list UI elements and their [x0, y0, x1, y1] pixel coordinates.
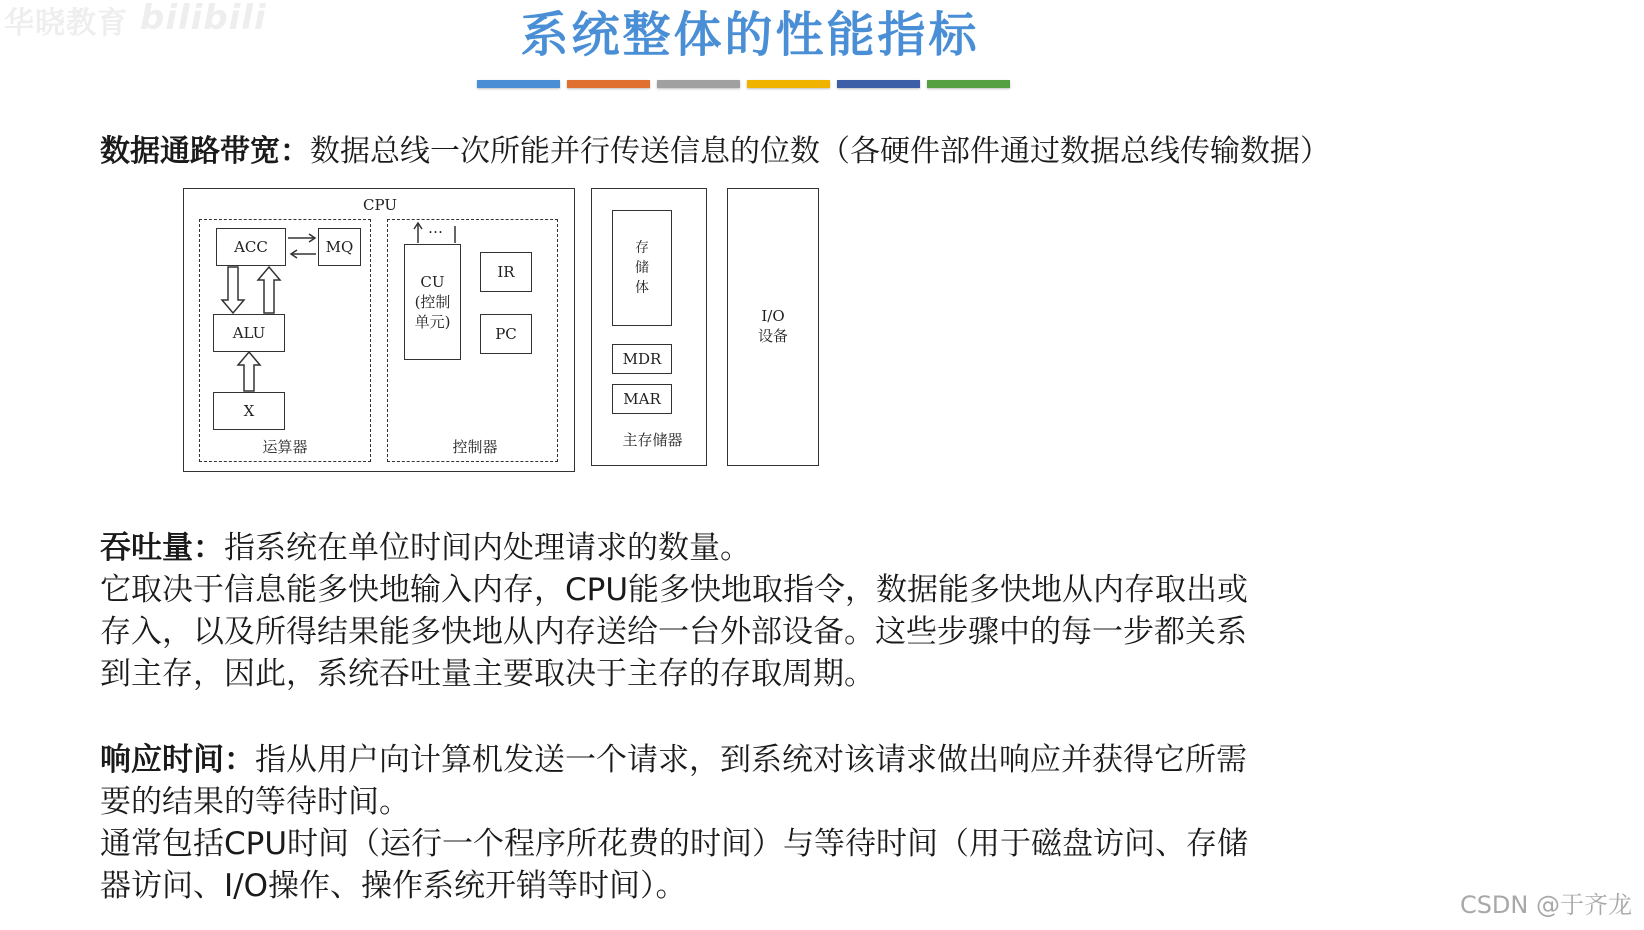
acc-register: ACC — [216, 228, 286, 266]
title-bar-5 — [837, 80, 920, 88]
watermark-bilibili-logo: bilibili — [140, 0, 267, 38]
main-memory-label: 主存储器 — [622, 431, 683, 449]
io-device-box — [727, 188, 819, 466]
throughput-text: 指系统在单位时间内处理请求的数量。 — [224, 530, 751, 566]
cu-dots: … — [428, 219, 443, 237]
title-bar-6 — [927, 80, 1010, 88]
cu-box — [404, 244, 461, 360]
io-device-label — [727, 306, 819, 346]
cu-label: CU (控制 单元) — [414, 273, 451, 331]
io-device-text: I/O 设备 — [757, 307, 788, 345]
mdr-register: MDR — [612, 344, 672, 374]
response-time-paragraph — [100, 739, 1248, 907]
bandwidth-paragraph — [100, 131, 1330, 173]
mar-register: MAR — [612, 384, 672, 414]
alu-unit-label: 运算器 — [262, 438, 308, 456]
cpu-box — [183, 188, 575, 472]
title-bar-3 — [657, 80, 740, 88]
ir-register: IR — [480, 252, 532, 292]
response-line-2: 要的结果的等待时间。 — [100, 784, 410, 820]
throughput-line-2: 它取决于信息能多快地输入内存，CPU能多快地取指令，数据能多快地从内存取出或 — [100, 572, 1249, 608]
response-text: 指从用户向计算机发送一个请求，到系统对该请求做出响应并获得它所需 — [255, 742, 1247, 778]
throughput-line-1 — [100, 527, 1248, 569]
throughput-line-4: 到主存，因此，系统吞吐量主要取决于主存的存取周期。 — [100, 656, 875, 692]
throughput-paragraph — [100, 527, 1248, 695]
bandwidth-term: 数据通路带宽： — [100, 134, 310, 169]
bandwidth-text: 数据总线一次所能并行传送信息的位数（各硬件部件通过数据总线传输数据） — [310, 134, 1330, 169]
response-line-4: 器访问、I/O操作、操作系统开销等时间）。 — [100, 868, 687, 904]
mq-register: MQ — [318, 228, 361, 266]
response-term: 响应时间： — [100, 742, 255, 778]
title-bar-2 — [567, 80, 650, 88]
title-bar-1 — [477, 80, 560, 88]
alu-unit-box — [199, 219, 371, 462]
controller-unit-box — [387, 219, 558, 462]
alu-box: ALU — [213, 314, 285, 352]
cpu-label: CPU — [363, 196, 397, 214]
throughput-line-3: 存入，以及所得结果能多快地从内存送给一台外部设备。这些步骤中的每一步都关系 — [100, 614, 1247, 650]
response-line-1 — [100, 739, 1248, 781]
slide-title: 系统整体的性能指标 — [520, 7, 980, 63]
main-memory-box — [591, 188, 707, 466]
pc-register: PC — [480, 314, 532, 354]
watermark-csdn: CSDN @于齐龙 — [1459, 891, 1632, 919]
title-bar-4 — [747, 80, 830, 88]
x-register: X — [213, 392, 285, 430]
watermark-left: 华晓教育 — [4, 6, 128, 41]
storage-body-label: 存 储 体 — [635, 240, 649, 296]
controller-unit-label: 控制器 — [452, 438, 498, 456]
throughput-term: 吞吐量： — [100, 530, 224, 566]
storage-body — [612, 210, 672, 326]
response-line-3: 通常包括CPU时间（运行一个程序所花费的时间）与等待时间（用于磁盘访问、存储 — [100, 826, 1249, 862]
